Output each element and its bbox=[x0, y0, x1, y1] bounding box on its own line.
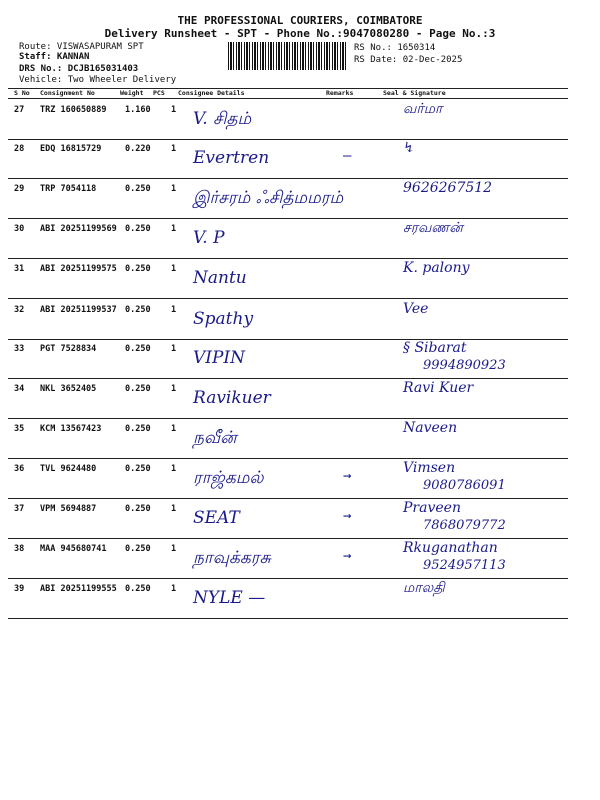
consignee-handwriting: VIPIN bbox=[193, 348, 246, 368]
runsheet-subtitle: Delivery Runsheet - SPT - Phone No.:9047080280 - Page No.:3 bbox=[104, 27, 496, 40]
signature-handwriting: ↯ bbox=[403, 140, 415, 156]
col-remarks: Remarks bbox=[326, 89, 354, 97]
weight-value: 1.160 bbox=[125, 105, 151, 115]
signature-phone: 9524957113 bbox=[423, 558, 506, 573]
remarks-mark: → bbox=[343, 468, 352, 484]
table-row bbox=[8, 458, 568, 498]
signature-phone: 9994890923 bbox=[423, 358, 506, 373]
weight-value: 0.250 bbox=[125, 264, 151, 274]
pcs-value: 1 bbox=[171, 105, 177, 115]
pcs-value: 1 bbox=[171, 464, 177, 474]
table-row bbox=[8, 498, 568, 538]
row-sno: 29 bbox=[14, 184, 25, 194]
consignee-handwriting: Spathy bbox=[193, 309, 254, 329]
weight-value: 0.250 bbox=[125, 464, 151, 474]
consignment-number: ABI 20251199537 bbox=[40, 305, 117, 315]
consignee-handwriting: இர்சரம் ஃசித்மமரம் bbox=[193, 188, 344, 208]
row-sno: 28 bbox=[14, 144, 25, 154]
consignment-number: PGT 7528834 bbox=[40, 344, 97, 354]
drs-label: DRS No.: DCJB165031403 bbox=[19, 64, 139, 74]
row-sno: 35 bbox=[14, 424, 25, 434]
weight-value: 0.250 bbox=[125, 384, 151, 394]
pcs-value: 1 bbox=[171, 504, 177, 514]
consignment-number: ABI 20251199555 bbox=[40, 584, 117, 594]
col-seal: Seal & Signature bbox=[383, 89, 446, 97]
col-sno: S No bbox=[14, 89, 30, 97]
row-sno: 34 bbox=[14, 384, 25, 394]
remarks-mark: → bbox=[343, 548, 352, 564]
consignee-handwriting: V. P bbox=[193, 228, 225, 248]
col-weight: Weight bbox=[120, 89, 144, 97]
pcs-value: 1 bbox=[171, 224, 177, 234]
table-row bbox=[8, 338, 568, 378]
row-sno: 39 bbox=[14, 584, 25, 594]
consignee-handwriting: நவீன் bbox=[193, 428, 237, 448]
consignee-handwriting: SEAT bbox=[193, 508, 240, 528]
rs-number: RS No.: 1650314 bbox=[354, 43, 436, 53]
barcode bbox=[228, 42, 348, 70]
weight-value: 0.250 bbox=[125, 584, 151, 594]
pcs-value: 1 bbox=[171, 384, 177, 394]
row-sno: 37 bbox=[14, 504, 25, 514]
pcs-value: 1 bbox=[171, 344, 177, 354]
consignment-number: EDQ 16815729 bbox=[40, 144, 102, 154]
row-sno: 30 bbox=[14, 224, 25, 234]
weight-value: 0.220 bbox=[125, 144, 151, 154]
consignment-number: TRZ 160650889 bbox=[40, 105, 107, 115]
signature-handwriting: K. palony bbox=[403, 260, 470, 276]
signature-handwriting: Rkuganathan bbox=[403, 540, 498, 556]
company-title: THE PROFESSIONAL COURIERS, COIMBATORE bbox=[177, 14, 423, 27]
weight-value: 0.250 bbox=[125, 224, 151, 234]
rs-date: RS Date: 02-Dec-2025 bbox=[354, 55, 463, 65]
route-label: Route: VISWASAPURAM SPT bbox=[19, 42, 144, 52]
col-details: Consignee Details bbox=[178, 89, 245, 97]
signature-phone: 7868079772 bbox=[423, 518, 506, 533]
table-row bbox=[8, 578, 568, 618]
weight-value: 0.250 bbox=[125, 344, 151, 354]
signature-handwriting: 9626267512 bbox=[403, 180, 493, 196]
pcs-value: 1 bbox=[171, 424, 177, 434]
table-row bbox=[8, 258, 568, 298]
table-row bbox=[8, 299, 568, 339]
row-divider bbox=[8, 618, 568, 619]
consignment-number: TVL 9624480 bbox=[40, 464, 97, 474]
row-sno: 36 bbox=[14, 464, 25, 474]
pcs-value: 1 bbox=[171, 305, 177, 315]
consignment-number: VPM 5694887 bbox=[40, 504, 97, 514]
table-row bbox=[8, 418, 568, 458]
signature-handwriting: வர்மா bbox=[403, 101, 443, 117]
consignment-number: TRP 7054118 bbox=[40, 184, 97, 194]
row-sno: 31 bbox=[14, 264, 25, 274]
staff-label: Staff: KANNAN bbox=[19, 52, 90, 62]
consignment-number: ABI 20251199569 bbox=[40, 224, 117, 234]
signature-handwriting: சரவணன் bbox=[403, 220, 463, 236]
row-sno: 32 bbox=[14, 305, 25, 315]
table-row bbox=[8, 378, 568, 418]
row-sno: 33 bbox=[14, 344, 25, 354]
consignee-handwriting: Nantu bbox=[193, 268, 247, 288]
pcs-value: 1 bbox=[171, 544, 177, 554]
pcs-value: 1 bbox=[171, 184, 177, 194]
pcs-value: 1 bbox=[171, 584, 177, 594]
weight-value: 0.250 bbox=[125, 424, 151, 434]
consignment-number: ABI 20251199575 bbox=[40, 264, 117, 274]
consignment-number: NKL 3652405 bbox=[40, 384, 97, 394]
weight-value: 0.250 bbox=[125, 504, 151, 514]
table-row bbox=[8, 99, 568, 139]
signature-handwriting: § Sibarat bbox=[403, 340, 467, 356]
remarks-mark: → bbox=[343, 508, 352, 524]
table-row bbox=[8, 538, 568, 578]
consignee-handwriting: NYLE — bbox=[193, 588, 266, 608]
col-consignment: Consignment No bbox=[40, 89, 95, 97]
signature-handwriting: Vimsen bbox=[403, 460, 456, 476]
consignee-handwriting: Ravikuer bbox=[193, 388, 271, 408]
pcs-value: 1 bbox=[171, 144, 177, 154]
consignment-number: MAA 945680741 bbox=[40, 544, 107, 554]
signature-handwriting: Praveen bbox=[403, 500, 461, 516]
consignee-handwriting: ராஜ்கமல் bbox=[193, 468, 264, 488]
signature-handwriting: Vee bbox=[403, 301, 429, 317]
consignee-handwriting: நாவுக்கரசு bbox=[193, 548, 271, 568]
vehicle-label: Vehicle: Two Wheeler Delivery bbox=[19, 75, 177, 85]
consignment-number: KCM 13567423 bbox=[40, 424, 102, 434]
signature-handwriting: மாலதி bbox=[403, 580, 445, 596]
table-row bbox=[8, 178, 568, 218]
signature-phone: 9080786091 bbox=[423, 478, 506, 493]
weight-value: 0.250 bbox=[125, 544, 151, 554]
table-row bbox=[8, 138, 568, 178]
signature-handwriting: Naveen bbox=[403, 420, 458, 436]
table-row bbox=[8, 218, 568, 258]
pcs-value: 1 bbox=[171, 264, 177, 274]
signature-handwriting: Ravi Kuer bbox=[403, 380, 474, 396]
remarks-mark: — bbox=[343, 148, 352, 164]
row-sno: 38 bbox=[14, 544, 25, 554]
consignee-handwriting: Evertren bbox=[193, 148, 270, 168]
consignee-handwriting: V. சிதம் bbox=[193, 109, 252, 129]
weight-value: 0.250 bbox=[125, 184, 151, 194]
row-sno: 27 bbox=[14, 105, 25, 115]
weight-value: 0.250 bbox=[125, 305, 151, 315]
col-pcs: PCS bbox=[153, 89, 165, 97]
